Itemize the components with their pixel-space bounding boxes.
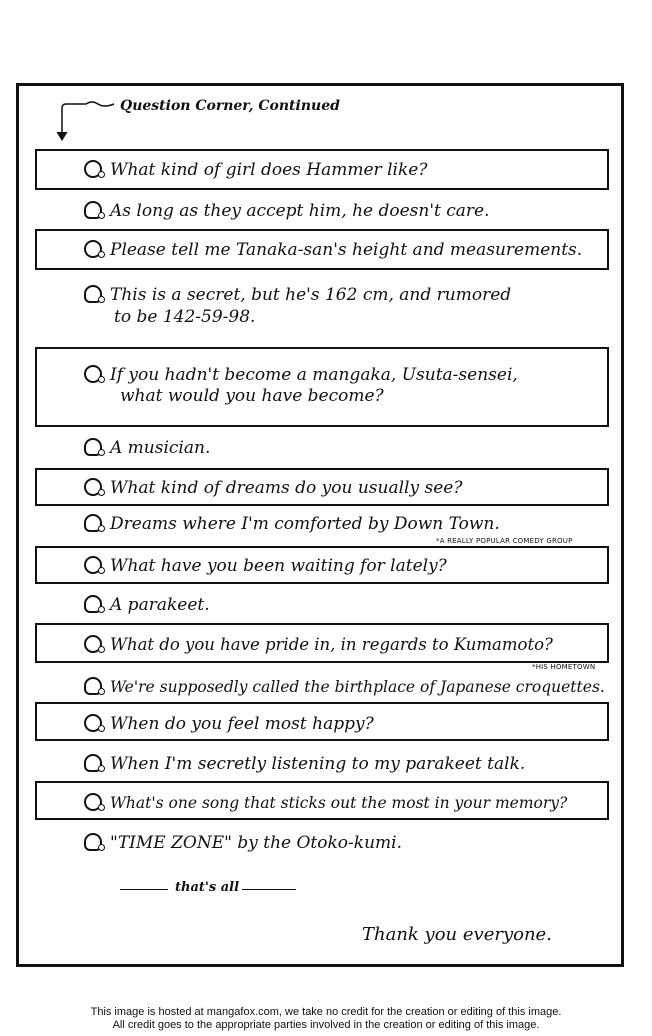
question-line bbox=[84, 365, 518, 385]
q-icon bbox=[84, 160, 102, 178]
question-line bbox=[84, 240, 582, 260]
answer-line bbox=[84, 285, 511, 305]
q-icon bbox=[84, 635, 102, 653]
a-icon bbox=[84, 285, 102, 303]
question-text: What kind of dreams do you usually see? bbox=[110, 478, 463, 498]
answer-line bbox=[84, 514, 500, 534]
header-arrow bbox=[56, 98, 116, 142]
answer-line bbox=[84, 677, 605, 696]
answer-line bbox=[84, 595, 210, 615]
answer-text: As long as they accept him, he doesn't care. bbox=[110, 201, 490, 221]
question-line-continued: what would you have become? bbox=[120, 386, 384, 406]
question-text: What have you been waiting for lately? bbox=[110, 556, 447, 576]
answer-text: "TIME ZONE" by the Otoko-kumi. bbox=[110, 833, 402, 853]
answer-line bbox=[84, 438, 210, 458]
a-icon bbox=[84, 201, 102, 219]
question-line bbox=[84, 714, 374, 734]
thats-all: that's all bbox=[175, 880, 240, 895]
page-title: Question Corner, Continued bbox=[120, 98, 340, 114]
q-icon bbox=[84, 793, 102, 811]
answer-text: A musician. bbox=[110, 438, 211, 458]
a-icon bbox=[84, 833, 102, 851]
answer-text: This is a secret, but he's 162 cm, and rumored bbox=[110, 285, 512, 305]
question-text: Please tell me Tanaka-san's height and measurements. bbox=[110, 240, 583, 260]
q-icon bbox=[84, 478, 102, 496]
question-line bbox=[84, 556, 447, 576]
q-icon bbox=[84, 240, 102, 258]
question-line bbox=[84, 160, 427, 180]
answer-text: We're supposedly called the birthplace of Japanese croquettes. bbox=[110, 678, 605, 696]
answer-line bbox=[84, 201, 490, 221]
footnote: *HIS HOMETOWN bbox=[532, 663, 596, 671]
q-icon bbox=[84, 556, 102, 574]
a-icon bbox=[84, 595, 102, 613]
question-text: If you hadn't become a mangaka, Usuta-sensei, bbox=[110, 365, 518, 385]
q-icon bbox=[84, 365, 102, 383]
question-line bbox=[84, 635, 553, 654]
a-icon bbox=[84, 677, 102, 695]
question-line bbox=[84, 478, 462, 498]
question-text: What kind of girl does Hammer like? bbox=[110, 160, 428, 180]
rule-left bbox=[120, 889, 168, 890]
footer-line-2: All credit goes to the appropriate parties involved in the creation or editing of this image. bbox=[112, 1019, 540, 1031]
question-text: When do you feel most happy? bbox=[110, 714, 374, 734]
a-icon bbox=[84, 514, 102, 532]
answer-line bbox=[84, 754, 525, 774]
question-line bbox=[84, 793, 567, 812]
answer-line-continued: to be 142-59-98. bbox=[114, 307, 256, 327]
footer-line-1: This image is hosted at mangafox.com, we take no credit for the creation or editing of this image. bbox=[90, 1006, 562, 1018]
answer-text: When I'm secretly listening to my parakeet talk. bbox=[110, 754, 526, 774]
footnote: *A REALLY POPULAR COMEDY GROUP bbox=[436, 537, 573, 545]
q-icon bbox=[84, 714, 102, 732]
thank-you: Thank you everyone. bbox=[362, 924, 552, 945]
answer-line bbox=[84, 833, 402, 853]
question-text: What do you have pride in, in regards to Kumamoto? bbox=[110, 635, 553, 654]
rule-right bbox=[242, 889, 296, 890]
a-icon bbox=[84, 438, 102, 456]
answer-text: Dreams where I'm comforted by Down Town. bbox=[110, 514, 500, 534]
question-text: What's one song that sticks out the most in your memory? bbox=[110, 794, 568, 812]
answer-text: A parakeet. bbox=[110, 595, 210, 615]
a-icon bbox=[84, 754, 102, 772]
